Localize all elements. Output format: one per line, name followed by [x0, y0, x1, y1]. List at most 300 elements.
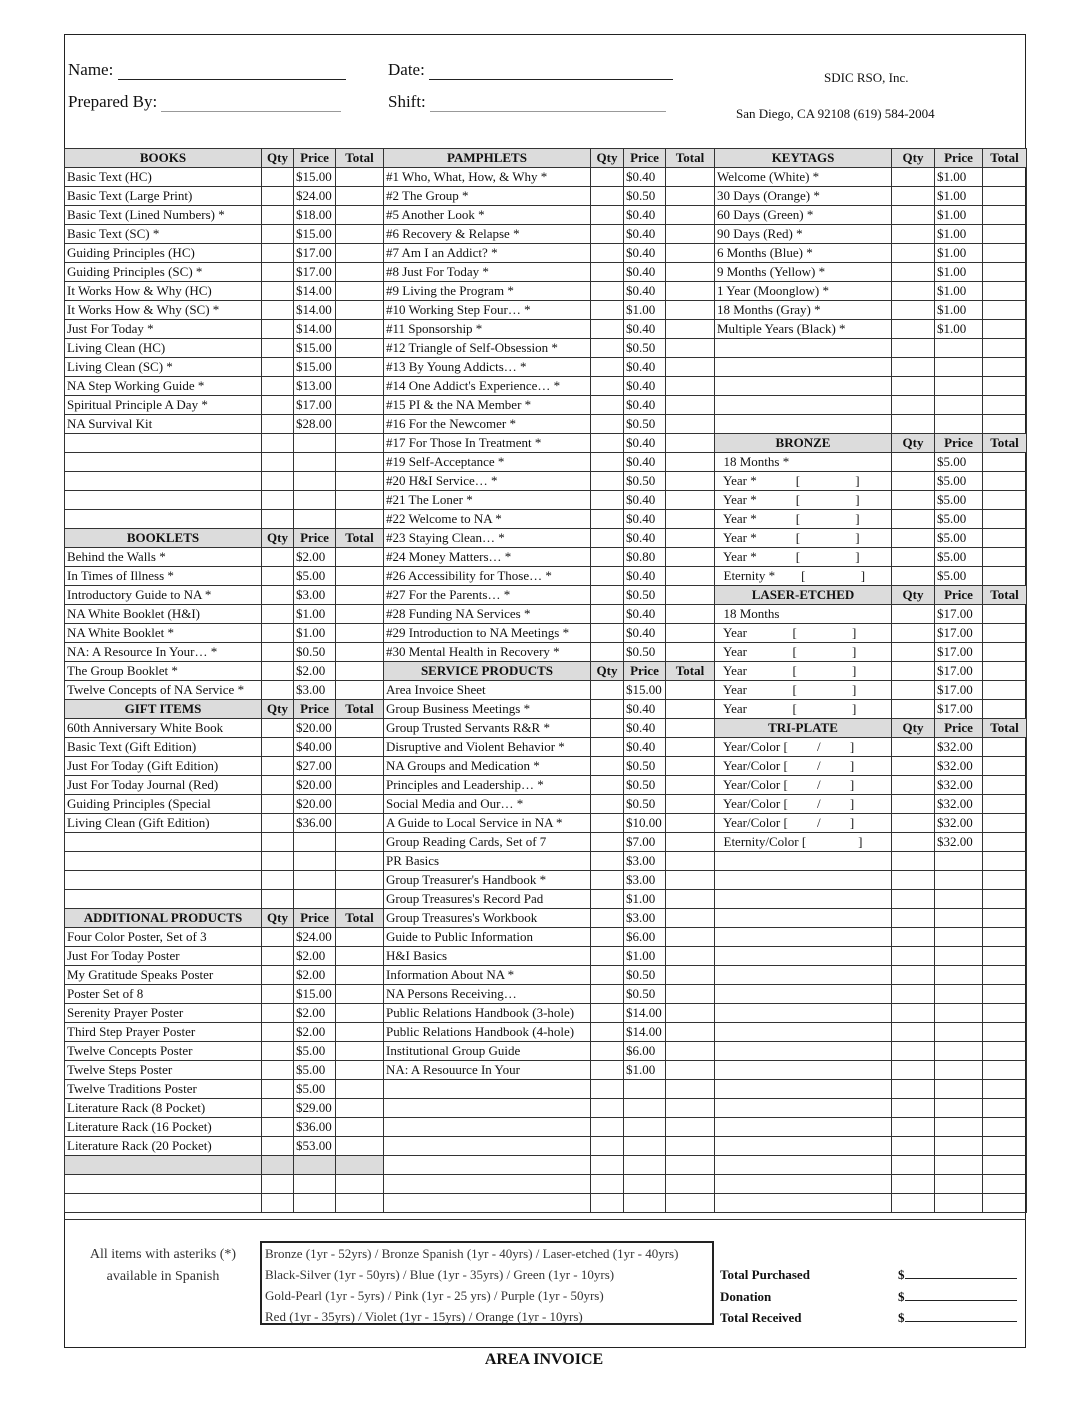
qty-cell[interactable]	[892, 282, 935, 301]
date-field[interactable]	[429, 61, 673, 80]
qty-cell[interactable]	[262, 548, 294, 567]
qty-cell[interactable]	[591, 301, 624, 320]
item-name: #10 Working Step Four… *	[384, 301, 591, 320]
qty-cell[interactable]	[892, 795, 935, 814]
total-cell[interactable]	[666, 814, 715, 833]
total-cell[interactable]	[336, 776, 384, 795]
qty-cell[interactable]	[262, 757, 294, 776]
item-name: #8 Just For Today *	[384, 263, 591, 282]
qty-cell[interactable]	[591, 909, 624, 928]
donation-field[interactable]	[905, 1288, 1017, 1301]
qty-cell[interactable]	[591, 738, 624, 757]
total-cell[interactable]	[983, 567, 1027, 586]
total-cell[interactable]	[336, 168, 384, 187]
qty-cell[interactable]	[591, 719, 624, 738]
total-cell[interactable]	[666, 719, 715, 738]
table-row	[65, 168, 1027, 187]
qty-cell[interactable]	[591, 586, 624, 605]
total-cell[interactable]	[666, 225, 715, 244]
qty-cell[interactable]	[591, 757, 624, 776]
qty-cell[interactable]	[591, 681, 624, 700]
total-cell[interactable]	[336, 1137, 384, 1156]
total-cell[interactable]	[336, 415, 384, 434]
total-cell[interactable]	[666, 301, 715, 320]
qty-cell[interactable]	[262, 415, 294, 434]
qty-cell[interactable]	[262, 947, 294, 966]
qty-cell[interactable]	[591, 833, 624, 852]
total-cell[interactable]	[336, 263, 384, 282]
total-cell[interactable]	[666, 605, 715, 624]
qty-cell[interactable]	[262, 1099, 294, 1118]
qty-cell[interactable]	[591, 871, 624, 890]
qty-cell[interactable]	[591, 415, 624, 434]
qty-cell[interactable]	[262, 1023, 294, 1042]
qty-cell[interactable]	[262, 795, 294, 814]
total-cell[interactable]	[666, 643, 715, 662]
qty-cell[interactable]	[892, 567, 935, 586]
qty-cell[interactable]	[892, 510, 935, 529]
total-cell[interactable]	[666, 282, 715, 301]
total-cell[interactable]	[983, 206, 1027, 225]
total-cell[interactable]	[666, 871, 715, 890]
total-cell[interactable]	[666, 206, 715, 225]
total-cell[interactable]	[983, 453, 1027, 472]
total-cell[interactable]	[666, 244, 715, 263]
item-name	[715, 890, 892, 909]
qty-cell[interactable]	[591, 1023, 624, 1042]
qty-cell[interactable]	[262, 1061, 294, 1080]
total-cell[interactable]	[666, 985, 715, 1004]
qty-cell[interactable]	[262, 320, 294, 339]
total-cell[interactable]	[336, 548, 384, 567]
price-cell	[294, 472, 336, 491]
qty-cell	[892, 1004, 935, 1023]
price-cell: $36.00	[294, 814, 336, 833]
qty-cell[interactable]	[591, 890, 624, 909]
total-cell[interactable]	[983, 605, 1027, 624]
total-cell[interactable]	[336, 301, 384, 320]
qty-cell[interactable]	[591, 339, 624, 358]
total-cell[interactable]	[336, 643, 384, 662]
price-cell: $5.00	[935, 472, 983, 491]
total-cell[interactable]	[666, 377, 715, 396]
total-cell[interactable]	[983, 662, 1027, 681]
qty-cell[interactable]	[262, 966, 294, 985]
total-cell[interactable]	[336, 928, 384, 947]
price-cell: $1.00	[294, 624, 336, 643]
total-cell	[336, 510, 384, 529]
qty-cell[interactable]	[262, 1118, 294, 1137]
total-purchased-field[interactable]	[905, 1266, 1017, 1279]
total-cell[interactable]	[666, 453, 715, 472]
table-row	[65, 244, 1027, 263]
qty-cell	[262, 890, 294, 909]
total-cell[interactable]	[666, 700, 715, 719]
qty-cell[interactable]	[591, 643, 624, 662]
qty-cell[interactable]	[262, 1042, 294, 1061]
total-received-field[interactable]	[905, 1309, 1017, 1322]
qty-cell[interactable]	[262, 1004, 294, 1023]
total-cell[interactable]	[983, 681, 1027, 700]
total-cell[interactable]	[666, 548, 715, 567]
qty-cell[interactable]	[591, 320, 624, 339]
qty-cell[interactable]	[892, 833, 935, 852]
total-cell[interactable]	[666, 833, 715, 852]
qty-header: Qty	[262, 700, 294, 719]
qty-cell[interactable]	[591, 187, 624, 206]
qty-cell[interactable]	[892, 776, 935, 795]
total-cell[interactable]	[336, 738, 384, 757]
qty-cell[interactable]	[591, 358, 624, 377]
qty-cell[interactable]	[591, 282, 624, 301]
total-cell[interactable]	[336, 1118, 384, 1137]
qty-cell[interactable]	[262, 814, 294, 833]
item-name: NA: A Resouurce In Your	[384, 1061, 591, 1080]
qty-cell[interactable]	[892, 662, 935, 681]
qty-cell[interactable]	[591, 605, 624, 624]
total-cell[interactable]	[336, 605, 384, 624]
qty-cell[interactable]	[262, 928, 294, 947]
qty-cell	[262, 871, 294, 890]
qty-cell[interactable]	[262, 605, 294, 624]
total-cell[interactable]	[983, 643, 1027, 662]
total-cell[interactable]	[336, 187, 384, 206]
qty-cell[interactable]	[591, 434, 624, 453]
total-cell[interactable]	[666, 947, 715, 966]
qty-cell[interactable]	[591, 453, 624, 472]
qty-cell[interactable]	[262, 358, 294, 377]
total-cell[interactable]	[666, 852, 715, 871]
qty-cell[interactable]	[591, 168, 624, 187]
qty-cell[interactable]	[892, 681, 935, 700]
item-name: PR Basics	[384, 852, 591, 871]
total-cell	[983, 947, 1027, 966]
total-cell[interactable]	[666, 1061, 715, 1080]
total-cell[interactable]	[983, 757, 1027, 776]
total-cell[interactable]	[336, 624, 384, 643]
qty-cell[interactable]	[262, 377, 294, 396]
shift-field[interactable]	[430, 93, 666, 112]
qty-cell[interactable]	[262, 339, 294, 358]
qty-cell[interactable]	[591, 1004, 624, 1023]
total-cell[interactable]	[666, 358, 715, 377]
total-cell[interactable]	[666, 396, 715, 415]
total-cell[interactable]	[336, 719, 384, 738]
total-cell[interactable]	[336, 1099, 384, 1118]
total-cell[interactable]	[983, 472, 1027, 491]
qty-cell[interactable]	[892, 605, 935, 624]
total-cell[interactable]	[666, 738, 715, 757]
qty-cell[interactable]	[591, 814, 624, 833]
total-cell[interactable]	[666, 1042, 715, 1061]
qty-cell[interactable]	[262, 1080, 294, 1099]
total-cell[interactable]	[666, 434, 715, 453]
item-name	[65, 472, 262, 491]
qty-cell[interactable]	[591, 377, 624, 396]
total-cell[interactable]	[983, 491, 1027, 510]
total-cell[interactable]	[336, 339, 384, 358]
total-cell[interactable]	[666, 909, 715, 928]
qty-cell[interactable]	[892, 548, 935, 567]
total-cell[interactable]	[983, 814, 1027, 833]
qty-cell[interactable]	[892, 472, 935, 491]
total-cell[interactable]	[983, 738, 1027, 757]
price-cell	[624, 1118, 666, 1137]
qty-cell[interactable]	[262, 985, 294, 1004]
qty-cell[interactable]	[262, 738, 294, 757]
donation-label: Donation	[720, 1288, 772, 1304]
qty-cell	[892, 852, 935, 871]
total-cell[interactable]	[666, 1023, 715, 1042]
qty-cell[interactable]	[591, 491, 624, 510]
total-cell[interactable]	[666, 624, 715, 643]
total-cell[interactable]	[666, 472, 715, 491]
section-header: GIFT ITEMS	[65, 700, 262, 719]
total-cell[interactable]	[336, 320, 384, 339]
item-name: 18 Months	[715, 605, 892, 624]
total-cell	[983, 928, 1027, 947]
qty-cell[interactable]	[262, 776, 294, 795]
qty-cell[interactable]	[262, 263, 294, 282]
qty-cell	[892, 909, 935, 928]
total-header: Total	[983, 586, 1027, 605]
item-name: NA Survival Kit	[65, 415, 262, 434]
qty-cell[interactable]	[591, 1042, 624, 1061]
qty-cell[interactable]	[262, 244, 294, 263]
qty-cell[interactable]	[892, 320, 935, 339]
qty-cell[interactable]	[262, 643, 294, 662]
qty-cell[interactable]	[591, 396, 624, 415]
total-cell[interactable]	[666, 776, 715, 795]
qty-cell[interactable]	[591, 244, 624, 263]
total-cell[interactable]	[983, 282, 1027, 301]
total-cell[interactable]	[336, 681, 384, 700]
price-cell	[294, 1175, 336, 1194]
total-cell[interactable]	[666, 510, 715, 529]
total-cell[interactable]	[666, 928, 715, 947]
qty-cell[interactable]	[262, 225, 294, 244]
qty-header: Qty	[591, 149, 624, 168]
total-cell[interactable]	[983, 510, 1027, 529]
qty-cell[interactable]	[262, 681, 294, 700]
total-cell	[983, 396, 1027, 415]
qty-header: Qty	[262, 149, 294, 168]
total-cell[interactable]	[666, 586, 715, 605]
total-cell[interactable]	[666, 320, 715, 339]
item-name: Just For Today *	[65, 320, 262, 339]
qty-cell[interactable]	[892, 453, 935, 472]
item-name: Literature Rack (8 Pocket)	[65, 1099, 262, 1118]
qty-cell[interactable]	[262, 719, 294, 738]
item-name: Introductory Guide to NA *	[65, 586, 262, 605]
item-name: Year [ ]	[715, 624, 892, 643]
total-cell[interactable]	[666, 187, 715, 206]
qty-cell[interactable]	[262, 206, 294, 225]
qty-cell[interactable]	[892, 263, 935, 282]
total-cell[interactable]	[666, 339, 715, 358]
item-name	[715, 928, 892, 947]
qty-cell[interactable]	[591, 928, 624, 947]
qty-cell[interactable]	[892, 624, 935, 643]
price-cell: $32.00	[935, 776, 983, 795]
qty-cell[interactable]	[591, 225, 624, 244]
qty-cell[interactable]	[591, 567, 624, 586]
qty-cell[interactable]	[591, 776, 624, 795]
total-cell[interactable]	[983, 700, 1027, 719]
total-cell[interactable]	[666, 168, 715, 187]
total-cell[interactable]	[983, 624, 1027, 643]
price-cell	[294, 833, 336, 852]
total-cell[interactable]	[336, 757, 384, 776]
total-header: Total	[983, 434, 1027, 453]
total-cell[interactable]	[666, 567, 715, 586]
table-row	[65, 1118, 1027, 1137]
total-cell	[336, 1156, 384, 1175]
qty-cell[interactable]	[591, 624, 624, 643]
qty-cell[interactable]	[591, 529, 624, 548]
item-name	[715, 852, 892, 871]
qty-cell[interactable]	[892, 225, 935, 244]
total-cell[interactable]	[336, 225, 384, 244]
price-cell: $3.00	[294, 586, 336, 605]
qty-cell[interactable]	[591, 700, 624, 719]
total-cell[interactable]	[666, 890, 715, 909]
price-cell: $1.00	[935, 168, 983, 187]
qty-cell[interactable]	[591, 852, 624, 871]
section-header: KEYTAGS	[715, 149, 892, 168]
total-cell[interactable]	[336, 396, 384, 415]
total-cell[interactable]	[666, 491, 715, 510]
qty-cell[interactable]	[591, 263, 624, 282]
total-header: Total	[983, 149, 1027, 168]
total-cell[interactable]	[336, 567, 384, 586]
total-cell[interactable]	[983, 187, 1027, 206]
total-cell[interactable]	[336, 377, 384, 396]
qty-cell	[892, 1080, 935, 1099]
qty-cell[interactable]	[262, 301, 294, 320]
total-cell[interactable]	[983, 529, 1027, 548]
item-name	[715, 377, 892, 396]
qty-cell[interactable]	[591, 985, 624, 1004]
total-cell[interactable]	[666, 415, 715, 434]
qty-cell[interactable]	[892, 301, 935, 320]
qty-cell[interactable]	[892, 168, 935, 187]
total-cell[interactable]	[336, 1023, 384, 1042]
total-cell[interactable]	[983, 301, 1027, 320]
qty-cell[interactable]	[262, 662, 294, 681]
total-cell[interactable]	[336, 1061, 384, 1080]
item-name: Year * [ ]	[715, 548, 892, 567]
total-cell[interactable]	[666, 529, 715, 548]
qty-cell[interactable]	[892, 757, 935, 776]
qty-cell[interactable]	[892, 187, 935, 206]
qty-cell[interactable]	[262, 396, 294, 415]
total-cell[interactable]	[336, 795, 384, 814]
qty-cell[interactable]	[262, 624, 294, 643]
item-name: 60 Days (Green) *	[715, 206, 892, 225]
total-cell[interactable]	[336, 586, 384, 605]
total-cell[interactable]	[336, 206, 384, 225]
qty-cell[interactable]	[892, 206, 935, 225]
item-name: Eternity/Color [ ]	[715, 833, 892, 852]
table-row	[65, 1004, 1027, 1023]
total-cell[interactable]	[336, 662, 384, 681]
total-cell[interactable]	[336, 814, 384, 833]
price-cell	[294, 510, 336, 529]
total-cell[interactable]	[983, 168, 1027, 187]
total-cell	[983, 415, 1027, 434]
prepared-by-field[interactable]	[161, 93, 341, 112]
total-cell[interactable]	[983, 833, 1027, 852]
qty-cell	[262, 491, 294, 510]
qty-cell[interactable]	[892, 244, 935, 263]
name-field[interactable]	[118, 61, 346, 80]
qty-cell[interactable]	[591, 966, 624, 985]
price-cell: $0.40	[624, 244, 666, 263]
price-cell: $1.00	[624, 890, 666, 909]
qty-cell[interactable]	[591, 472, 624, 491]
qty-cell[interactable]	[591, 947, 624, 966]
total-cell[interactable]	[336, 1080, 384, 1099]
qty-cell[interactable]	[892, 814, 935, 833]
price-cell	[624, 1194, 666, 1213]
total-cell[interactable]	[983, 244, 1027, 263]
total-cell[interactable]	[983, 320, 1027, 339]
qty-cell[interactable]	[262, 282, 294, 301]
total-cell[interactable]	[336, 1004, 384, 1023]
total-cell[interactable]	[336, 1042, 384, 1061]
total-cell[interactable]	[336, 947, 384, 966]
total-cell[interactable]	[666, 681, 715, 700]
total-cell[interactable]	[983, 795, 1027, 814]
total-cell[interactable]	[666, 795, 715, 814]
qty-cell[interactable]	[892, 643, 935, 662]
price-header: Price	[624, 662, 666, 681]
qty-cell[interactable]	[591, 548, 624, 567]
total-cell[interactable]	[336, 244, 384, 263]
total-cell[interactable]	[666, 1004, 715, 1023]
total-cell[interactable]	[666, 966, 715, 985]
total-cell[interactable]	[983, 548, 1027, 567]
qty-cell[interactable]	[262, 187, 294, 206]
price-cell: $0.40	[624, 225, 666, 244]
total-cell[interactable]	[336, 966, 384, 985]
qty-cell[interactable]	[262, 567, 294, 586]
qty-cell[interactable]	[262, 586, 294, 605]
item-name: #15 PI & the NA Member *	[384, 396, 591, 415]
qty-cell[interactable]	[591, 510, 624, 529]
qty-cell[interactable]	[892, 700, 935, 719]
total-cell[interactable]	[983, 263, 1027, 282]
total-cell[interactable]	[336, 985, 384, 1004]
qty-cell[interactable]	[892, 529, 935, 548]
total-cell[interactable]	[666, 757, 715, 776]
total-cell[interactable]	[983, 776, 1027, 795]
qty-cell[interactable]	[262, 1137, 294, 1156]
total-cell[interactable]	[983, 225, 1027, 244]
total-cell[interactable]	[336, 358, 384, 377]
item-name: H&I Basics	[384, 947, 591, 966]
total-cell[interactable]	[666, 263, 715, 282]
qty-cell[interactable]	[892, 738, 935, 757]
table-row	[65, 377, 1027, 396]
qty-cell[interactable]	[892, 491, 935, 510]
qty-cell[interactable]	[591, 206, 624, 225]
qty-cell[interactable]	[591, 1061, 624, 1080]
qty-cell[interactable]	[262, 168, 294, 187]
total-cell[interactable]	[336, 282, 384, 301]
qty-cell[interactable]	[591, 795, 624, 814]
